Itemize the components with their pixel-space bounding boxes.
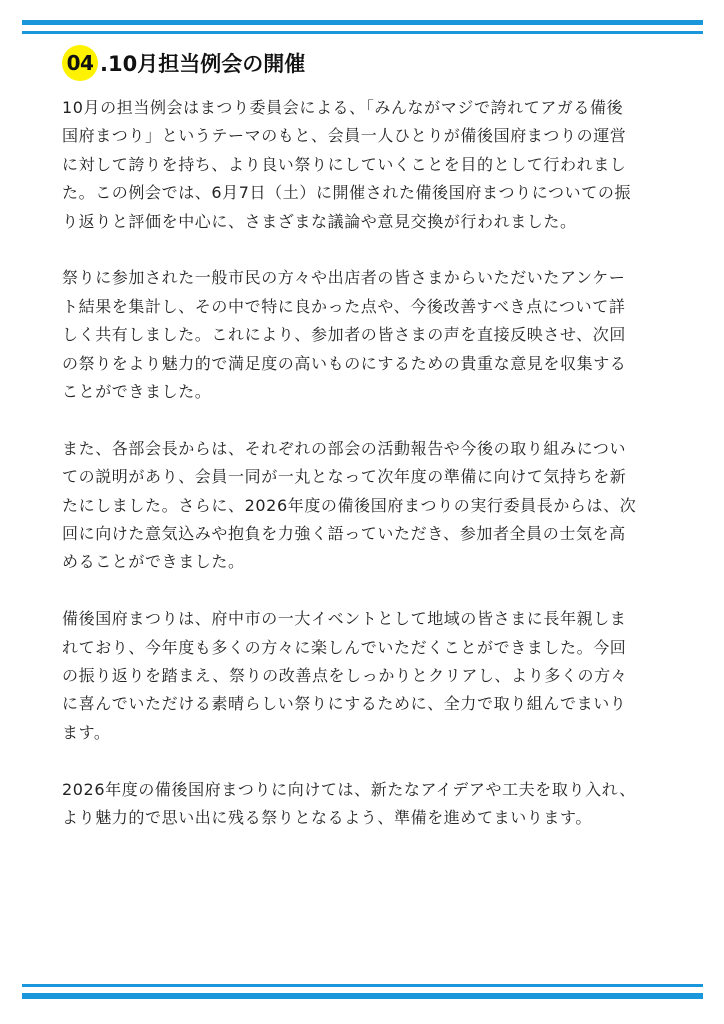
text-line: に対して誇りを持ち、より良い祭りにしていくことを目的として行われまし bbox=[62, 154, 627, 174]
paragraph bbox=[62, 94, 702, 236]
text-line: しく共有しました。これにより、参加者の皆さまの声を直接反映させ、次回 bbox=[62, 325, 626, 345]
text-line: の祭りをより魅力的で満足度の高いものにするための貴重な意見を収集する bbox=[62, 353, 627, 373]
text-line: より魅力的で思い出に残る祭りとなるよう、準備を進めてまいります。 bbox=[62, 808, 592, 828]
paragraph bbox=[62, 776, 702, 833]
text-line: たにしました。さらに、2026年度の備後国府まつりの実行委員長からは、次 bbox=[62, 495, 637, 515]
text-line: 10月の担当例会はまつり委員会による、「みんながマジで誇れてアガる備後 bbox=[62, 98, 624, 117]
text-line: 備後国府まつりは、府中市の一大イベントとして地域の皆さまに長年親しま bbox=[62, 609, 627, 629]
top-divider-thin bbox=[22, 31, 703, 34]
text-line: ト結果を集計し、その中で特に良かった点や、今後改善すべき点について詳 bbox=[62, 296, 626, 316]
text-line: 国府まつり」というテーマのもと、会員一人ひとりが備後国府まつりの運営 bbox=[62, 126, 627, 146]
section-number-badge: 04 bbox=[62, 45, 98, 81]
text-line: ことができました。 bbox=[62, 382, 212, 402]
text-line: めることができました。 bbox=[62, 552, 245, 572]
top-divider-thick bbox=[22, 20, 703, 25]
text-line: また、各部会長からは、それぞれの部会の活動報告や今後の取り組みについ bbox=[62, 438, 627, 458]
text-line: れており、今年度も多くの方々に楽しんでいただくことができました。今回 bbox=[62, 637, 627, 657]
text-line: り返りと評価を中心に、さまざまな議論や意見交換が行われました。 bbox=[62, 211, 577, 231]
paragraph bbox=[62, 605, 702, 747]
article-body bbox=[62, 94, 702, 861]
section-title: .10月担当例会の開催 bbox=[100, 52, 306, 76]
text-line: 祭りに参加された一般市民の方々や出店者の皆さまからいただいたアンケー bbox=[62, 268, 626, 288]
text-line: に喜んでいただける素晴らしい祭りにするために、全力で取り組んでまいり bbox=[62, 694, 627, 714]
text-line: ての説明があり、会員一同が一丸となって次年度の準備に向けて気持ちを新 bbox=[62, 467, 627, 487]
text-line: た。この例会では、6月7日（土）に開催された備後国府まつりについての振 bbox=[62, 183, 632, 203]
bottom-divider-thick bbox=[22, 993, 703, 999]
section-heading bbox=[62, 44, 305, 82]
text-line: の振り返りを踏まえ、祭りの改善点をしっかりとクリアし、より多くの方々 bbox=[62, 666, 628, 686]
text-line: 回に向けた意気込みや抱負を力強く語っていただき、参加者全員の士気を高 bbox=[62, 524, 626, 544]
text-line: 2026年度の備後国府まつりに向けては、新たなアイデアや工夫を取り入れ、 bbox=[62, 779, 636, 799]
paragraph bbox=[62, 264, 702, 406]
text-line: ます。 bbox=[62, 722, 111, 742]
bottom-divider-thin bbox=[22, 984, 703, 987]
paragraph bbox=[62, 435, 702, 577]
